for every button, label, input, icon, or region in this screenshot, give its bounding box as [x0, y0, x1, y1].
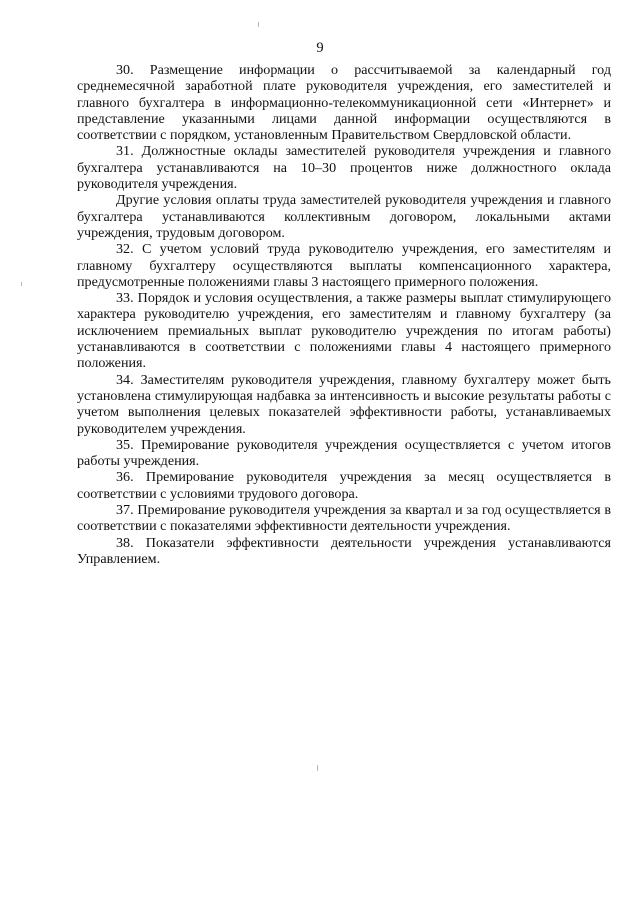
document-body: [77, 62, 611, 567]
scan-artifact-top: [258, 22, 259, 27]
paragraph-34: 34. Заместителям руководителя учреждения, главному бухгалтеру может быть установлена стимулирующая надбавка за интенсивность и высокие результаты работы с учетом выполнения целевых показателей эффективности работы, устанавливаемых руководителем учреждения.: [77, 371, 611, 437]
paragraph-35: 35. Премирование руководителя учреждения осуществляется с учетом итогов работы учреждения.: [77, 436, 611, 470]
paragraph-33: 33. Порядок и условия осуществления, а также размеры выплат стимулирующего характера руководителю учреждения, его заместителям и главному бухгалтеру (за исключением премиальных выплат руководителю учреждения по итогам работы) устанавливаются в соответствии с положениями главы 4 настоящего примерного положения.: [77, 290, 611, 372]
paragraph-32: 32. С учетом условий труда руководителю учреждения, его заместителям и главному бухгалтеру осуществляются выплаты компенсационного характера, предусмотренные положениями главы 3 настоящего примерного положения.: [77, 241, 611, 290]
paragraph-36: 36. Премирование руководителя учреждения за месяц осуществляется в соответствии с условиями трудового договора.: [77, 469, 611, 502]
paragraph-31-continued: Другие условия оплаты труда заместителей руководителя учреждения и главного бухгалтера устанавливаются коллективным договором, локальными актами учреждения, трудовым договором.: [77, 192, 611, 241]
paragraph-38: 38. Показатели эффективности деятельности учреждения устанавливаются Управлением.: [77, 534, 611, 567]
paragraph-31: 31. Должностные оклады заместителей руководителя учреждения и главного бухгалтера устанавливаются на 10–30 процентов ниже должностного оклада руководителя учреждения.: [77, 143, 611, 193]
page-number: 9: [316, 40, 324, 56]
paragraph-37: 37. Премирование руководителя учреждения за квартал и за год осуществляется в соответствии с показателями эффективности деятельности учреждения.: [77, 502, 611, 535]
scan-artifact-left-margin: [21, 282, 22, 286]
scan-artifact-bottom: [317, 765, 318, 771]
paragraph-30: 30. Размещение информации о рассчитываемой за календарный год среднемесячной заработной плате руководителя учреждения, его заместителей и главного бухгалтера в информационно-телекоммуникационной сети «Интернет» и представление указанными лицами данной информации осуществляются в соответствии с порядком, установленным Правительством Свердловской области.: [77, 62, 611, 144]
